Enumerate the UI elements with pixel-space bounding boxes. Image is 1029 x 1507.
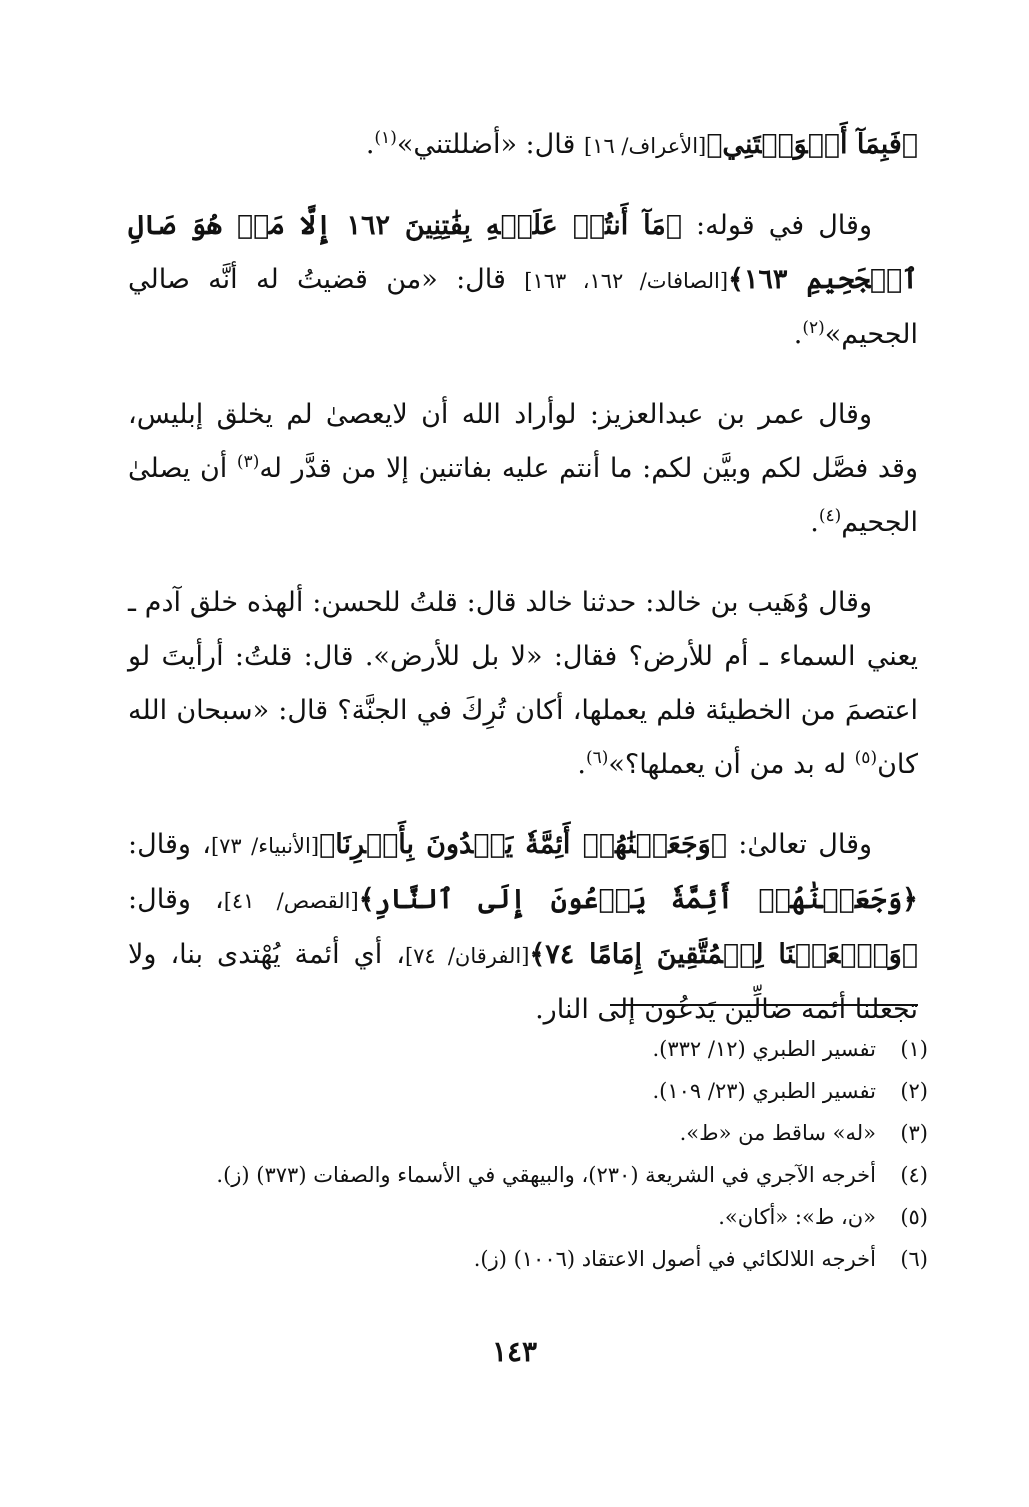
paragraph-text: وقال وُهَيب بن خالد: حدثنا خالد قال: قلتُ للحسن: ألهذه خلق آدم ـ يعني السماء ـ أم للأرض؟ فقال: «لا بل للأرض». قال: قلتُ: أرأيتَ لو اعتصمَ من الخطيئة فلم يعملها، أكان تُرِكَ في الجنَّة؟ قال: «سبحان الله كان bbox=[128, 587, 918, 780]
paragraph-2 bbox=[128, 199, 918, 362]
paragraph-text: وقال في قوله: bbox=[681, 210, 872, 241]
main-text bbox=[128, 118, 918, 1063]
footnote-marker: (٣) bbox=[236, 452, 260, 472]
paragraph-text: . bbox=[365, 129, 375, 160]
footnote-item bbox=[128, 1030, 928, 1068]
paragraph-4 bbox=[128, 576, 918, 792]
footnote-divider bbox=[610, 1004, 918, 1006]
paragraph-text: . bbox=[810, 507, 819, 538]
paragraph-text: أن يصلىٰ الجحيم bbox=[128, 453, 918, 538]
footnote-text: تفسير الطبري (١٢/ ٣٣٢). bbox=[652, 1037, 876, 1061]
footnote-number: (٣) bbox=[900, 1121, 928, 1145]
footnotes bbox=[128, 1030, 928, 1282]
footnote-number: (٦) bbox=[900, 1247, 928, 1271]
paragraph-text: قال: «من قضيتُ له أنَّه صالي الجحيم» bbox=[128, 264, 918, 350]
paragraph-text: وقال عمر بن عبدالعزيز: لوأراد الله أن لايعصىٰ لم يخلق إبليس، وقد فصَّل لكم وبيَّن لكم: ما أنتم عليه بفاتنين إلا من قدَّر له bbox=[128, 399, 918, 484]
footnote-item bbox=[128, 1156, 928, 1194]
paragraph-text: ، وقال: bbox=[128, 829, 211, 860]
verse-reference: [الأنبياء/ ٧٣] bbox=[210, 834, 320, 858]
footnote-text: «ن، ط»: «أكان». bbox=[718, 1205, 876, 1229]
verse-reference: [الصافات/ ١٦٢، ١٦٣] bbox=[524, 269, 729, 293]
verse-reference: [الأعراف/ ١٦] bbox=[583, 134, 707, 158]
footnote-item bbox=[128, 1198, 928, 1236]
quran-verse: ﴿وَجَعَلۡنَٰهُمۡ أَئِمَّةٗ يَهۡدُونَ بِأَمۡرِنَا﴾ bbox=[319, 829, 727, 860]
footnote-text: تفسير الطبري (٢٣/ ١٠٩). bbox=[652, 1079, 876, 1103]
footnote-item bbox=[128, 1072, 928, 1110]
verse-reference: [الفرقان/ ٧٤] bbox=[404, 944, 530, 968]
quran-verse: ﴿مَآ أَنتُمۡ عَلَيۡهِ بِفَٰتِنِينَ ١٦٢ إِلَّا مَنۡ هُوَ صَالِ ٱلۡجَحِيمِ ١٦٣﴾ bbox=[128, 210, 918, 295]
paragraph-text: له بد من أن يعملها؟» bbox=[608, 749, 855, 780]
paragraph-text: . bbox=[793, 319, 803, 350]
footnote-marker: (٤) bbox=[818, 506, 842, 526]
footnote-marker: (٢) bbox=[802, 318, 825, 338]
paragraph-text: قال: «أضللتني» bbox=[396, 129, 584, 160]
footnote-item bbox=[128, 1240, 928, 1278]
footnote-item bbox=[128, 1114, 928, 1152]
footnote-text: أخرجه الآجري في الشريعة (٢٣٠)، والبيهقي في الأسماء والصفات (٣٧٣) (ز). bbox=[216, 1163, 876, 1187]
paragraph-text: . bbox=[577, 749, 586, 780]
verse-reference: [القصص/ ٤١] bbox=[223, 889, 359, 913]
footnote-text: «له» ساقط من «ط». bbox=[679, 1121, 876, 1145]
paragraph-1 bbox=[128, 118, 918, 173]
footnote-number: (٥) bbox=[900, 1205, 928, 1229]
quran-verse: ﴿وَٱجۡعَلۡنَا لِلۡمُتَّقِينَ إِمَامًا ٧٤﴾ bbox=[529, 939, 918, 970]
paragraph-text: ، أي أئمة يُهْتدى بنا، ولا تجعلنا أئمة ضالِّين يَدعُون إلى النار. bbox=[128, 939, 918, 1025]
quran-verse: ﴿فَبِمَآ أَغۡوَيۡتَنِي﴾ bbox=[706, 129, 918, 160]
page-number: ١٤٣ bbox=[491, 1335, 538, 1368]
footnote-number: (٤) bbox=[900, 1163, 928, 1187]
quran-verse: ﴿وَجَعَلۡنَٰهُمۡ أَئِمَّةٗ يَدۡعُونَ إِلَى ٱلنَّارِ﴾ bbox=[358, 884, 918, 915]
footnote-marker: (٦) bbox=[585, 748, 609, 768]
footnote-number: (٢) bbox=[900, 1079, 928, 1103]
footnote-number: (١) bbox=[900, 1037, 928, 1061]
footnote-text: أخرجه اللالكائي في أصول الاعتقاد (١٠٠٦) (ز). bbox=[473, 1247, 876, 1271]
footnote-marker: (١) bbox=[374, 128, 397, 148]
paragraph-3 bbox=[128, 388, 918, 550]
paragraph-text: ، وقال: bbox=[128, 884, 224, 915]
paragraph-text: وقال تعالىٰ: bbox=[726, 829, 873, 860]
footnote-marker: (٥) bbox=[854, 748, 878, 768]
